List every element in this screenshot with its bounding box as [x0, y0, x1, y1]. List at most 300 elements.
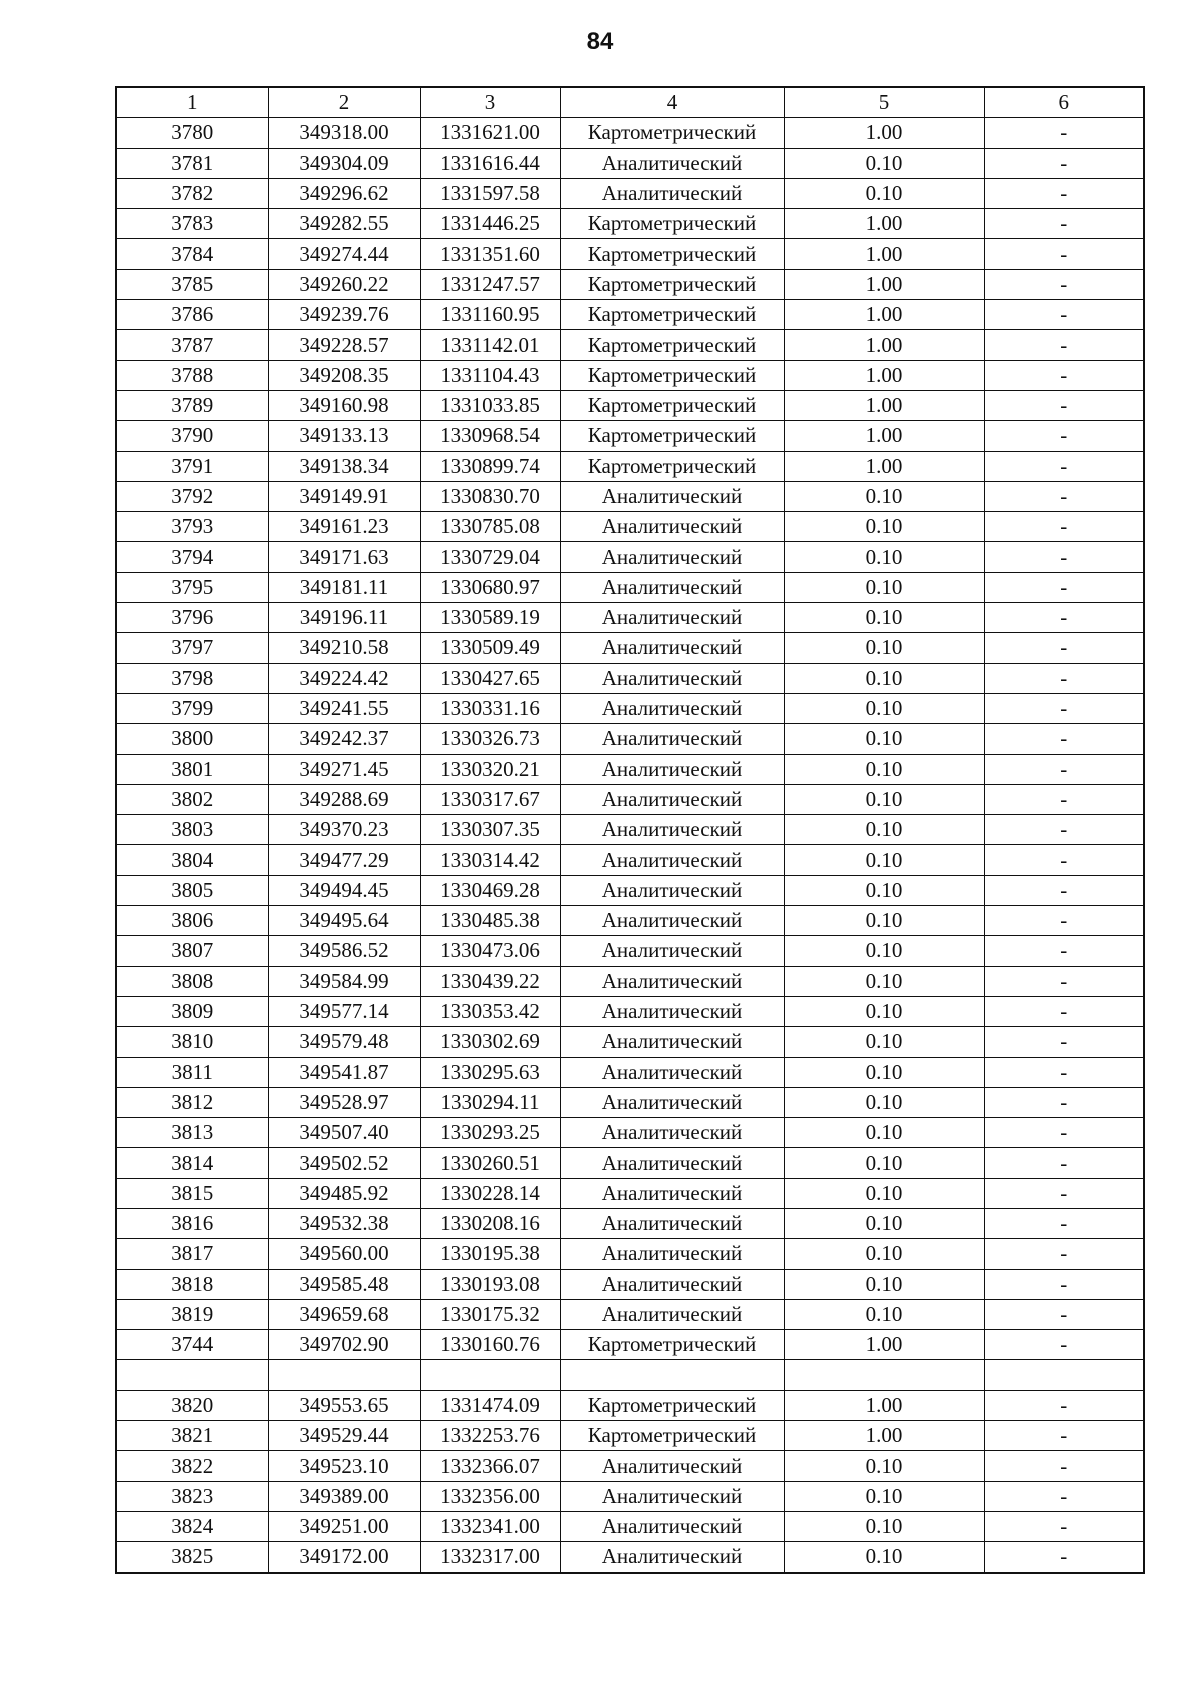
table-row	[116, 966, 1144, 996]
method-cell: Картометрический	[560, 421, 784, 451]
point-number-cell: 3809	[116, 996, 268, 1026]
note-cell: -	[984, 754, 1144, 784]
y-coordinate-cell: 1330427.65	[420, 663, 560, 693]
note-cell: -	[984, 936, 1144, 966]
method-cell: Аналитический	[560, 845, 784, 875]
point-number-cell: 3812	[116, 1087, 268, 1117]
method-cell: Аналитический	[560, 1239, 784, 1269]
method-cell: Аналитический	[560, 1451, 784, 1481]
note-cell: -	[984, 845, 1144, 875]
y-coordinate-cell: 1330320.21	[420, 754, 560, 784]
y-coordinate-cell: 1330331.16	[420, 693, 560, 723]
accuracy-cell: 0.10	[784, 784, 984, 814]
y-coordinate-cell: 1330175.32	[420, 1299, 560, 1329]
column-header: 6	[984, 87, 1144, 118]
table-row	[116, 1118, 1144, 1148]
column-header: 4	[560, 87, 784, 118]
note-cell: -	[984, 996, 1144, 1026]
method-cell: Картометрический	[560, 269, 784, 299]
accuracy-cell: 0.10	[784, 936, 984, 966]
note-cell: -	[984, 1511, 1144, 1541]
point-number-cell: 3821	[116, 1421, 268, 1451]
x-coordinate-cell: 349171.63	[268, 542, 420, 572]
point-number-cell: 3785	[116, 269, 268, 299]
x-coordinate-cell: 349529.44	[268, 1421, 420, 1451]
table-row	[116, 330, 1144, 360]
x-coordinate-cell: 349541.87	[268, 1057, 420, 1087]
method-cell: Аналитический	[560, 1299, 784, 1329]
accuracy-cell: 0.10	[784, 1481, 984, 1511]
table-row	[116, 754, 1144, 784]
point-number-cell: 3811	[116, 1057, 268, 1087]
point-number-cell: 3818	[116, 1269, 268, 1299]
method-cell	[560, 1360, 784, 1390]
y-coordinate-cell: 1330302.69	[420, 1027, 560, 1057]
accuracy-cell: 0.10	[784, 966, 984, 996]
table-row	[116, 178, 1144, 208]
note-cell: -	[984, 360, 1144, 390]
accuracy-cell: 0.10	[784, 1239, 984, 1269]
method-cell: Аналитический	[560, 966, 784, 996]
table-row	[116, 1390, 1144, 1420]
method-cell: Картометрический	[560, 360, 784, 390]
accuracy-cell: 0.10	[784, 663, 984, 693]
table-row	[116, 390, 1144, 420]
table-row	[116, 1511, 1144, 1541]
point-number-cell: 3817	[116, 1239, 268, 1269]
note-cell: -	[984, 724, 1144, 754]
x-coordinate-cell: 349228.57	[268, 330, 420, 360]
y-coordinate-cell: 1331621.00	[420, 118, 560, 148]
method-cell: Картометрический	[560, 239, 784, 269]
method-cell: Картометрический	[560, 1390, 784, 1420]
y-coordinate-cell: 1330307.35	[420, 815, 560, 845]
y-coordinate-cell: 1332317.00	[420, 1542, 560, 1573]
column-header: 2	[268, 87, 420, 118]
table-row	[116, 269, 1144, 299]
note-cell: -	[984, 1299, 1144, 1329]
accuracy-cell: 1.00	[784, 1390, 984, 1420]
table-row	[116, 209, 1144, 239]
accuracy-cell: 0.10	[784, 481, 984, 511]
y-coordinate-cell: 1330589.19	[420, 603, 560, 633]
point-number-cell: 3797	[116, 633, 268, 663]
note-cell: -	[984, 906, 1144, 936]
x-coordinate-cell: 349271.45	[268, 754, 420, 784]
note-cell: -	[984, 572, 1144, 602]
y-coordinate-cell: 1330473.06	[420, 936, 560, 966]
method-cell: Аналитический	[560, 996, 784, 1026]
y-coordinate-cell: 1331474.09	[420, 1390, 560, 1420]
accuracy-cell: 0.10	[784, 1148, 984, 1178]
accuracy-cell: 0.10	[784, 724, 984, 754]
y-coordinate-cell: 1330326.73	[420, 724, 560, 754]
table-row	[116, 1208, 1144, 1238]
column-header: 1	[116, 87, 268, 118]
point-number-cell: 3789	[116, 390, 268, 420]
y-coordinate-cell: 1332356.00	[420, 1481, 560, 1511]
y-coordinate-cell: 1330729.04	[420, 542, 560, 572]
x-coordinate-cell: 349528.97	[268, 1087, 420, 1117]
note-cell: -	[984, 269, 1144, 299]
method-cell: Картометрический	[560, 1330, 784, 1360]
table-row	[116, 1178, 1144, 1208]
method-cell: Аналитический	[560, 542, 784, 572]
table-row	[116, 936, 1144, 966]
accuracy-cell: 0.10	[784, 815, 984, 845]
point-number-cell: 3781	[116, 148, 268, 178]
point-number-cell: 3799	[116, 693, 268, 723]
table-row	[116, 1330, 1144, 1360]
note-cell: -	[984, 148, 1144, 178]
accuracy-cell: 0.10	[784, 693, 984, 723]
note-cell: -	[984, 1148, 1144, 1178]
accuracy-cell: 1.00	[784, 451, 984, 481]
table-row	[116, 1239, 1144, 1269]
table-row	[116, 663, 1144, 693]
point-number-cell: 3796	[116, 603, 268, 633]
x-coordinate-cell: 349282.55	[268, 209, 420, 239]
point-number-cell: 3784	[116, 239, 268, 269]
method-cell: Картометрический	[560, 451, 784, 481]
x-coordinate-cell: 349318.00	[268, 118, 420, 148]
point-number-cell: 3806	[116, 906, 268, 936]
method-cell: Картометрический	[560, 1421, 784, 1451]
x-coordinate-cell: 349523.10	[268, 1451, 420, 1481]
point-number-cell: 3793	[116, 512, 268, 542]
method-cell: Картометрический	[560, 118, 784, 148]
page-number: 84	[586, 28, 614, 55]
y-coordinate-cell: 1330260.51	[420, 1148, 560, 1178]
note-cell: -	[984, 1178, 1144, 1208]
table-row	[116, 693, 1144, 723]
x-coordinate-cell: 349242.37	[268, 724, 420, 754]
accuracy-cell: 0.10	[784, 148, 984, 178]
point-number-cell: 3808	[116, 966, 268, 996]
x-coordinate-cell: 349584.99	[268, 966, 420, 996]
x-coordinate-cell: 349389.00	[268, 1481, 420, 1511]
point-number-cell: 3814	[116, 1148, 268, 1178]
method-cell: Аналитический	[560, 572, 784, 602]
method-cell: Картометрический	[560, 330, 784, 360]
point-number-cell: 3801	[116, 754, 268, 784]
point-number-cell: 3780	[116, 118, 268, 148]
method-cell: Аналитический	[560, 178, 784, 208]
accuracy-cell: 0.10	[784, 754, 984, 784]
method-cell: Аналитический	[560, 1178, 784, 1208]
y-coordinate-cell: 1330439.22	[420, 966, 560, 996]
accuracy-cell: 1.00	[784, 360, 984, 390]
point-number-cell: 3803	[116, 815, 268, 845]
point-number-cell: 3790	[116, 421, 268, 451]
x-coordinate-cell: 349196.11	[268, 603, 420, 633]
accuracy-cell: 0.10	[784, 1299, 984, 1329]
x-coordinate-cell: 349149.91	[268, 481, 420, 511]
note-cell: -	[984, 1330, 1144, 1360]
table-row	[116, 1451, 1144, 1481]
accuracy-cell: 0.10	[784, 875, 984, 905]
method-cell: Аналитический	[560, 148, 784, 178]
accuracy-cell: 1.00	[784, 118, 984, 148]
x-coordinate-cell: 349507.40	[268, 1118, 420, 1148]
table-row	[116, 1027, 1144, 1057]
point-number-cell: 3787	[116, 330, 268, 360]
table-row	[116, 1299, 1144, 1329]
point-number-cell: 3783	[116, 209, 268, 239]
note-cell: -	[984, 239, 1144, 269]
y-coordinate-cell: 1330485.38	[420, 906, 560, 936]
method-cell: Аналитический	[560, 784, 784, 814]
note-cell: -	[984, 451, 1144, 481]
point-number-cell: 3786	[116, 300, 268, 330]
x-coordinate-cell: 349138.34	[268, 451, 420, 481]
method-cell: Аналитический	[560, 1208, 784, 1238]
x-coordinate-cell: 349296.62	[268, 178, 420, 208]
table-row	[116, 633, 1144, 663]
method-cell: Картометрический	[560, 300, 784, 330]
point-number-cell: 3825	[116, 1542, 268, 1573]
y-coordinate-cell: 1331351.60	[420, 239, 560, 269]
accuracy-cell: 0.10	[784, 1511, 984, 1541]
note-cell: -	[984, 966, 1144, 996]
y-coordinate-cell: 1332366.07	[420, 1451, 560, 1481]
method-cell: Аналитический	[560, 906, 784, 936]
point-number-cell: 3822	[116, 1451, 268, 1481]
x-coordinate-cell: 349288.69	[268, 784, 420, 814]
method-cell: Аналитический	[560, 815, 784, 845]
note-cell: -	[984, 481, 1144, 511]
accuracy-cell: 1.00	[784, 1330, 984, 1360]
method-cell: Аналитический	[560, 1148, 784, 1178]
x-coordinate-cell: 349577.14	[268, 996, 420, 1026]
accuracy-cell: 0.10	[784, 1118, 984, 1148]
table-row	[116, 996, 1144, 1026]
point-number-cell: 3824	[116, 1511, 268, 1541]
point-number-cell: 3813	[116, 1118, 268, 1148]
y-coordinate-cell: 1330208.16	[420, 1208, 560, 1238]
point-number-cell: 3782	[116, 178, 268, 208]
accuracy-cell: 1.00	[784, 300, 984, 330]
table-row	[116, 542, 1144, 572]
coordinates-table	[115, 86, 1145, 1574]
method-cell: Аналитический	[560, 936, 784, 966]
point-number-cell: 3805	[116, 875, 268, 905]
accuracy-cell: 0.10	[784, 845, 984, 875]
y-coordinate-cell: 1330968.54	[420, 421, 560, 451]
x-coordinate-cell: 349161.23	[268, 512, 420, 542]
table-row	[116, 1481, 1144, 1511]
method-cell: Аналитический	[560, 663, 784, 693]
note-cell: -	[984, 512, 1144, 542]
point-number-cell: 3819	[116, 1299, 268, 1329]
point-number-cell: 3804	[116, 845, 268, 875]
y-coordinate-cell: 1331446.25	[420, 209, 560, 239]
y-coordinate-cell: 1330830.70	[420, 481, 560, 511]
note-cell: -	[984, 1451, 1144, 1481]
method-cell: Аналитический	[560, 875, 784, 905]
point-number-cell	[116, 1360, 268, 1390]
accuracy-cell: 0.10	[784, 633, 984, 663]
note-cell: -	[984, 421, 1144, 451]
y-coordinate-cell: 1332341.00	[420, 1511, 560, 1541]
accuracy-cell: 1.00	[784, 209, 984, 239]
table-row	[116, 724, 1144, 754]
y-coordinate-cell: 1331160.95	[420, 300, 560, 330]
x-coordinate-cell: 349260.22	[268, 269, 420, 299]
point-number-cell: 3798	[116, 663, 268, 693]
table-row	[116, 300, 1144, 330]
accuracy-cell: 0.10	[784, 603, 984, 633]
accuracy-cell: 0.10	[784, 1027, 984, 1057]
method-cell: Аналитический	[560, 1057, 784, 1087]
table-row	[116, 845, 1144, 875]
method-cell: Картометрический	[560, 209, 784, 239]
accuracy-cell: 0.10	[784, 1057, 984, 1087]
point-number-cell: 3744	[116, 1330, 268, 1360]
x-coordinate-cell: 349160.98	[268, 390, 420, 420]
x-coordinate-cell: 349532.38	[268, 1208, 420, 1238]
x-coordinate-cell: 349560.00	[268, 1239, 420, 1269]
note-cell	[984, 1360, 1144, 1390]
x-coordinate-cell: 349495.64	[268, 906, 420, 936]
note-cell: -	[984, 1542, 1144, 1573]
point-number-cell: 3792	[116, 481, 268, 511]
note-cell: -	[984, 118, 1144, 148]
y-coordinate-cell: 1331616.44	[420, 148, 560, 178]
table-body	[116, 118, 1144, 1573]
table-row	[116, 148, 1144, 178]
note-cell: -	[984, 1269, 1144, 1299]
x-coordinate-cell: 349494.45	[268, 875, 420, 905]
point-number-cell: 3815	[116, 1178, 268, 1208]
y-coordinate-cell: 1330785.08	[420, 512, 560, 542]
table-header-row	[116, 87, 1144, 118]
table-row	[116, 1360, 1144, 1390]
point-number-cell: 3794	[116, 542, 268, 572]
note-cell: -	[984, 1027, 1144, 1057]
point-number-cell: 3807	[116, 936, 268, 966]
note-cell: -	[984, 1390, 1144, 1420]
table-row	[116, 603, 1144, 633]
accuracy-cell: 0.10	[784, 1542, 984, 1573]
point-number-cell: 3816	[116, 1208, 268, 1238]
method-cell: Аналитический	[560, 603, 784, 633]
y-coordinate-cell: 1330469.28	[420, 875, 560, 905]
table-row	[116, 360, 1144, 390]
method-cell: Аналитический	[560, 724, 784, 754]
note-cell: -	[984, 390, 1144, 420]
table-row	[116, 1269, 1144, 1299]
note-cell: -	[984, 209, 1144, 239]
y-coordinate-cell: 1330193.08	[420, 1269, 560, 1299]
accuracy-cell: 0.10	[784, 1269, 984, 1299]
accuracy-cell: 0.10	[784, 1451, 984, 1481]
y-coordinate-cell: 1331597.58	[420, 178, 560, 208]
x-coordinate-cell: 349181.11	[268, 572, 420, 602]
method-cell: Аналитический	[560, 481, 784, 511]
table-row	[116, 118, 1144, 148]
x-coordinate-cell: 349208.35	[268, 360, 420, 390]
x-coordinate-cell: 349477.29	[268, 845, 420, 875]
x-coordinate-cell: 349502.52	[268, 1148, 420, 1178]
note-cell: -	[984, 1208, 1144, 1238]
accuracy-cell: 1.00	[784, 239, 984, 269]
y-coordinate-cell: 1330295.63	[420, 1057, 560, 1087]
method-cell: Аналитический	[560, 1511, 784, 1541]
method-cell: Аналитический	[560, 754, 784, 784]
x-coordinate-cell: 349251.00	[268, 1511, 420, 1541]
table-row	[116, 481, 1144, 511]
column-header: 5	[784, 87, 984, 118]
point-number-cell: 3795	[116, 572, 268, 602]
x-coordinate-cell: 349553.65	[268, 1390, 420, 1420]
y-coordinate-cell: 1330160.76	[420, 1330, 560, 1360]
note-cell: -	[984, 330, 1144, 360]
accuracy-cell: 0.10	[784, 906, 984, 936]
x-coordinate-cell: 349304.09	[268, 148, 420, 178]
point-number-cell: 3802	[116, 784, 268, 814]
table-row	[116, 421, 1144, 451]
note-cell: -	[984, 603, 1144, 633]
method-cell: Аналитический	[560, 693, 784, 723]
column-header: 3	[420, 87, 560, 118]
accuracy-cell: 1.00	[784, 330, 984, 360]
x-coordinate-cell: 349274.44	[268, 239, 420, 269]
accuracy-cell: 1.00	[784, 390, 984, 420]
note-cell: -	[984, 178, 1144, 208]
note-cell: -	[984, 300, 1144, 330]
note-cell: -	[984, 815, 1144, 845]
y-coordinate-cell: 1330294.11	[420, 1087, 560, 1117]
x-coordinate-cell: 349370.23	[268, 815, 420, 845]
method-cell: Аналитический	[560, 512, 784, 542]
note-cell: -	[984, 1118, 1144, 1148]
table-row	[116, 784, 1144, 814]
x-coordinate-cell: 349485.92	[268, 1178, 420, 1208]
point-number-cell: 3788	[116, 360, 268, 390]
note-cell: -	[984, 1239, 1144, 1269]
table-row	[116, 1057, 1144, 1087]
note-cell: -	[984, 663, 1144, 693]
y-coordinate-cell: 1332253.76	[420, 1421, 560, 1451]
accuracy-cell: 0.10	[784, 1087, 984, 1117]
y-coordinate-cell: 1330899.74	[420, 451, 560, 481]
method-cell: Аналитический	[560, 1027, 784, 1057]
y-coordinate-cell: 1331033.85	[420, 390, 560, 420]
y-coordinate-cell: 1331247.57	[420, 269, 560, 299]
note-cell: -	[984, 784, 1144, 814]
accuracy-cell: 1.00	[784, 421, 984, 451]
table-row	[116, 1421, 1144, 1451]
note-cell: -	[984, 1481, 1144, 1511]
y-coordinate-cell: 1331104.43	[420, 360, 560, 390]
point-number-cell: 3823	[116, 1481, 268, 1511]
table-row	[116, 1542, 1144, 1573]
point-number-cell: 3791	[116, 451, 268, 481]
table-row	[116, 1087, 1144, 1117]
x-coordinate-cell: 349172.00	[268, 1542, 420, 1573]
table-row	[116, 1148, 1144, 1178]
y-coordinate-cell: 1331142.01	[420, 330, 560, 360]
accuracy-cell: 0.10	[784, 1178, 984, 1208]
table-row	[116, 572, 1144, 602]
point-number-cell: 3810	[116, 1027, 268, 1057]
x-coordinate-cell: 349586.52	[268, 936, 420, 966]
note-cell: -	[984, 875, 1144, 905]
method-cell: Аналитический	[560, 633, 784, 663]
y-coordinate-cell: 1330195.38	[420, 1239, 560, 1269]
note-cell: -	[984, 693, 1144, 723]
